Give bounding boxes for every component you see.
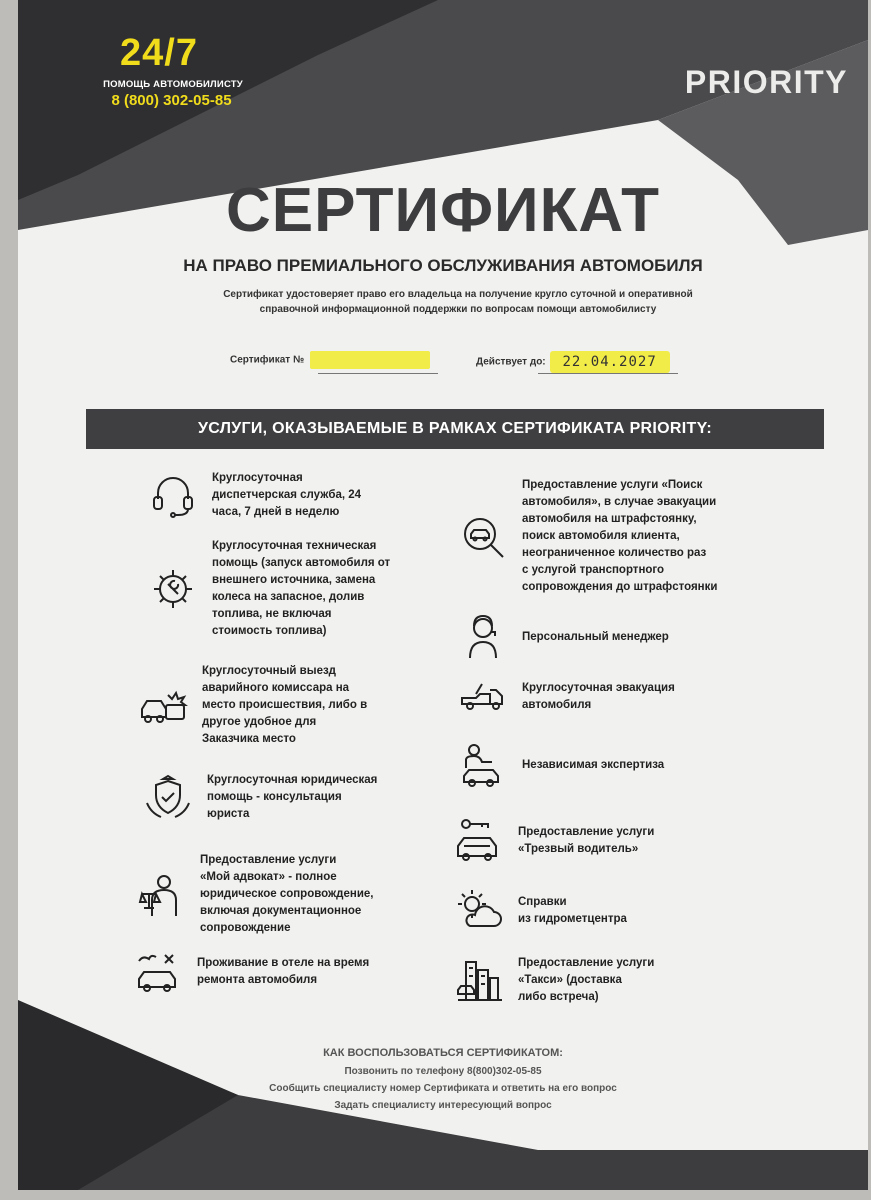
car-key-icon [454,816,508,866]
service-text [212,470,361,521]
service-line: автомобиля», в случае эвакуации [522,496,717,508]
service-text [522,680,675,714]
service-text [518,894,627,928]
service-hotel [133,947,453,997]
assistance-label: ПОМОЩЬ АВТОМОБИЛИСТУ [103,79,243,90]
service-line: сопровождения до штрафстоянки [522,581,718,593]
service-car-search [458,477,788,596]
service-line: помощь - консультация [207,791,342,803]
service-line: Круглосуточная эвакуация [522,682,675,694]
service-line: помощь (запуск автомобиля от [212,557,391,569]
service-emergency-commissioner [138,663,458,748]
service-line: Круглосуточная [212,472,303,484]
service-tow [458,672,778,722]
city-taxi-icon [454,956,508,1006]
service-line: Предоставление услуги [518,826,655,838]
certificate-valid-row [476,351,670,373]
hotel-car-icon [133,947,187,997]
service-line: сопровождение [200,922,291,934]
hotline-phone: 8 (800) 302-05-85 [111,92,232,109]
service-line: аварийного комиссара на [202,682,350,694]
service-sober-driver [454,816,774,866]
service-line: неограниченное количество раз [522,547,707,559]
service-line: Проживание в отеле на время [197,957,370,969]
service-text [518,824,654,858]
service-tech-help [148,538,458,640]
service-line: Круглосуточная юридическая [207,774,378,786]
service-text [522,757,664,774]
certificate-number-row [230,351,430,369]
how-to-use-step-3: Задать специалисту интересующий вопрос [334,1100,552,1111]
service-personal-manager [458,612,778,662]
service-line: Предоставление услуги [200,854,337,866]
service-text [212,538,390,640]
service-line: Круглосуточный выезд [202,665,336,677]
service-line: другое удобное для [202,716,317,728]
description-line-1: Сертификат удостоверяет право его владельца на получение кругло суточной и оперативной [223,289,693,300]
service-line: топлива, не включая [212,608,332,620]
service-line: внешнего источника, замена [212,574,376,586]
valid-underline [538,373,678,374]
how-to-use-step-1: Позвонить по телефону 8(800)302-05-85 [344,1066,542,1077]
service-line: автомобиля [522,699,592,711]
service-line: Независимая экспертиза [522,758,665,771]
certificate-description [158,287,758,317]
service-line: юриста [207,808,250,820]
service-text [522,629,669,646]
service-line: «Трезвый водитель» [518,843,639,855]
service-line: Справки [518,896,567,908]
service-line: часа, 7 дней в неделю [212,506,340,518]
description-line-2: справочной информационной поддержки по вопросам помощи автомобилисту [259,304,657,315]
certificate-sheet [18,0,868,1190]
service-text [200,852,373,937]
service-line: Предоставление услуги [518,957,655,969]
service-line: включая документационное [200,905,362,917]
service-weather [454,886,774,936]
tow-truck-icon [458,672,512,722]
service-line: стоимость топлива) [212,625,327,637]
certificate-title: СЕРТИФИКАТ [226,176,660,245]
mechanic-icon [458,740,512,790]
certificate-number-label: Сертификат № [230,354,305,366]
gear-wrench-icon [148,564,202,614]
service-line: место происшествия, либо в [202,699,368,711]
service-line: автомобиля на штрафстоянку, [522,513,697,525]
lawyer-icon [136,870,190,920]
service-line: «Мой адвокат» - полное [200,871,337,883]
service-line: ремонта автомобиля [197,974,318,986]
how-to-use-step-2: Сообщить специалисту номер Сертификата и ответить на его вопрос [269,1083,617,1094]
service-line: колеса на запасное, долив [212,591,365,603]
service-line: «Такси» (доставка [518,974,622,986]
valid-until-label: Действует до: [476,356,546,368]
manager-icon [458,612,512,662]
hours-logo: 24/7 [120,32,198,74]
certificate-number-value [310,351,430,369]
car-search-icon [458,512,512,562]
service-line: из гидрометцентра [518,913,627,925]
number-underline [318,373,438,374]
service-line: с услугой транспортного [522,564,665,576]
service-expertise [458,740,778,790]
service-text [207,772,377,823]
how-to-use-title: КАК ВОСПОЛЬЗОВАТЬСЯ СЕРТИФИКАТОМ: [323,1047,563,1059]
service-legal-consult [143,772,453,823]
certificate-subtitle: НА ПРАВО ПРЕМИАЛЬНОГО ОБСЛУЖИВАНИЯ АВТОМОБИЛЯ [183,256,703,275]
service-text [518,955,654,1006]
service-line: Заказчика место [202,733,296,745]
service-line: Персональный менеджер [522,630,669,643]
service-text [197,955,369,989]
service-text [202,663,367,748]
brand-name: PRIORITY [684,64,848,100]
service-taxi [454,955,774,1006]
service-line: Круглосуточная техническая [212,540,377,552]
car-accident-icon [138,681,192,731]
service-my-lawyer [136,852,456,937]
service-line: юридическое сопровождение, [200,888,374,900]
services-header: УСЛУГИ, ОКАЗЫВАЕМЫЕ В РАМКАХ СЕРТИФИКАТА PRIORITY: [86,409,824,449]
service-line: либо встреча) [518,991,599,1003]
service-line: Предоставление услуги «Поиск [522,479,703,491]
weather-icon [454,886,508,936]
legal-shield-icon [143,773,197,823]
service-text [522,477,717,596]
valid-until-date: 22.04.2027 [550,351,670,373]
headset-icon [148,471,202,521]
service-line: поиск автомобиля клиента, [522,530,680,542]
service-dispatch [148,470,448,521]
service-line: диспетчерская служба, 24 [212,489,362,501]
